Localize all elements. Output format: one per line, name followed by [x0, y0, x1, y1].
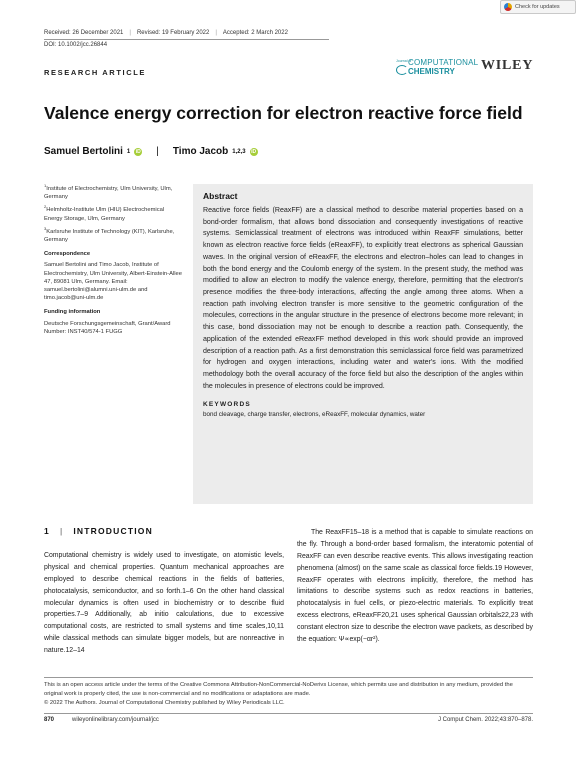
- author-list: [44, 146, 258, 157]
- correspondence-text: Samuel Bertolini and Timo Jacob, Institute of Electrochemistry, Ulm University, Albert-Einstein-Allee 47, 89081 Ulm, Germany. Email: samuel.bertolini@alumni.uni-ulm.de and timo.jacob@uni-ulm.de: [44, 262, 182, 302]
- section-heading: [44, 526, 153, 536]
- page-footer-divider: [44, 713, 533, 714]
- keywords: bond cleavage, charge transfer, electrons, eReaxFF, molecular dynamics, water: [203, 410, 426, 418]
- abstract-heading: Abstract: [203, 191, 238, 201]
- article-dates: [44, 30, 288, 36]
- meta-divider: [44, 39, 329, 40]
- journal-logo-line1: COMPUTATIONAL: [408, 58, 479, 67]
- orcid-icon[interactable]: iD: [251, 148, 257, 155]
- publisher-logo: WILEY: [481, 58, 534, 73]
- author-name[interactable]: Timo Jacob: [172, 146, 229, 157]
- doi[interactable]: DOI: 10.1002/jcc.26844: [44, 42, 108, 48]
- check-updates-label: Check for updates: [515, 4, 560, 10]
- license-text: This is an open access article under the terms of the Creative Commons Attribution-NonCommercial-NoDerivs License, which permits use and distribution in any medium, provided the original work is properly cited, the use is non-commercial and no modifications or adaptations are made.: [44, 682, 513, 697]
- section-bar: |: [59, 526, 64, 536]
- copyright-text: © 2022 The Authors. Journal of Computational Chemistry published by Wiley Periodicals LLC.: [44, 699, 285, 706]
- author-affil-sup: 1: [126, 148, 131, 155]
- affiliation: [44, 226, 184, 244]
- correspondence-heading: Correspondence: [44, 251, 91, 258]
- affiliation-sup: 3: [44, 225, 47, 231]
- intro-paragraph-right: The ReaxFF15–18 is a method that is capable to simulate reactions on the fly. Through a bond-order based formalism, the interatomic potential of ReaxFF can even describe reactive events. This allows investigating reaction phenomena (almost) on the same scale as classical force fields.19 However, ReaxFF operates with electrons implicitly, therefore, the method has limitations to describe systems such as redox reactions in batteries, photocatalysis in fuel cells, or piezo-electric materials. To explicitly treat excess electrons, eReaxFF20,21 uses spherical Gaussian orbitals22,23 with constant electron size to describe the electron wave packets, as described by the equation: Ψ∝exp(−αr²).: [297, 529, 533, 643]
- date-separator: |: [215, 30, 217, 36]
- crossmark-icon: [504, 3, 512, 11]
- footer-divider: [44, 677, 533, 678]
- journal-logo-line2: CHEMISTRY: [408, 67, 455, 76]
- affiliation-text: Karlsruhe Institute of Technology (KIT), Karlsruhe, Germany: [44, 228, 175, 243]
- check-for-updates-badge[interactable]: [500, 0, 576, 14]
- journal-logo: [396, 58, 479, 78]
- license-note: [44, 681, 533, 708]
- affiliation-text: Institute of Electrochemistry, Ulm University, Ulm, Germany: [44, 185, 173, 201]
- journal-logo-swoosh-icon: [396, 65, 408, 75]
- revised-date: Revised: 19 February 2022: [136, 30, 210, 36]
- author-separator: |: [156, 146, 159, 157]
- section-title: INTRODUCTION: [73, 526, 153, 536]
- citation: J Comput Chem. 2022;43:870–878.: [437, 717, 533, 723]
- affiliation: [44, 183, 184, 201]
- keywords-heading: KEYWORDS: [203, 400, 251, 408]
- author-affil-sup: 1,2,3: [232, 148, 246, 155]
- page-number: 870: [44, 717, 55, 723]
- author-name[interactable]: Samuel Bertolini: [44, 146, 123, 157]
- article-type: RESEARCH ARTICLE: [44, 68, 146, 77]
- received-date: Received: 26 December 2021: [44, 30, 124, 36]
- funding-heading: Funding information: [44, 309, 101, 316]
- accepted-date: Accepted: 2 March 2022: [222, 30, 288, 36]
- date-separator: |: [129, 30, 131, 36]
- affiliations-sidebar: [44, 183, 184, 339]
- section-number: 1: [44, 526, 50, 536]
- orcid-icon[interactable]: iD: [135, 148, 141, 155]
- journal-logo-small: Journal of: [396, 59, 412, 63]
- abstract-text: Reactive force fields (ReaxFF) are a classical method to describe material properties based on a bond-order formalism, that allows bond dissociation and consequently investigations of reactive systems. Semiclassical treatment of electrons was introduced within ReaxFF simulations, better known as electron reactive force fields (eReaxFF), to explicitly treat electrons as spherical Gaussian waves. In the original version of eReaxFF, the electrons and electron–holes can lead to changes in both the bond energy and the Coulomb energy of the system. In the present study, the method was modified to allow an electron to modify the valence energy, therefore, permitting that the electron's presence modifies the three-body interactions, affecting the angle among three atoms. When a reaction path involving electron transfer is more sensitive to the geometric configuration of the molecules, corrections in the angular structure in the presence of electrons become more relevant; in this case, bond dissociation may not be enough to describe a reaction path. Consequently, the application of the extended eReaxFF method developed in this work should provide an improved description of a reaction path. As a first demonstration this semiclassical force field was parametrized for hydrogen and oxygen interactions, including water and water's ions. With the modified methodology both the overall accuracy of the force field but also the description of the angles within the molecules in presence of electrons could be improved.: [203, 207, 523, 390]
- affiliation-text: Helmholtz-Institute Ulm (HIU) Electrochemical Energy Storage, Ulm, Germany: [44, 207, 165, 222]
- affiliation-sup: 1: [44, 183, 47, 188]
- article-title: Valence energy correction for electron reactive force field: [44, 103, 523, 123]
- affiliation-sup: 2: [44, 204, 47, 210]
- funding-text: Deutsche Forschungsgemeinschaft, Grant/Award Number: INST40/574-1 FUGG: [44, 320, 171, 335]
- affiliation: [44, 204, 184, 222]
- abstract-box: [193, 184, 533, 504]
- intro-paragraph-left: Computational chemistry is widely used to investigate, on atomistic levels, physical and chemical properties. Quantum mechanical approaches are employed to describe chemical reactions in the fields of batteries, photocatalysis, semiconductor, and so forth.1–6 On the other hand classical molecular dynamics is often used in biochemistry or to describe fluid properties.7–9 Additionally, ab initio calculations, due to excessive computational costs, are restricted to small systems and time scales,10,11 while classical methods can simulate bigger models, but are nonreactive in nature.12–14: [44, 552, 284, 654]
- journal-url[interactable]: wileyonlinelibrary.com/journal/jcc: [72, 717, 159, 723]
